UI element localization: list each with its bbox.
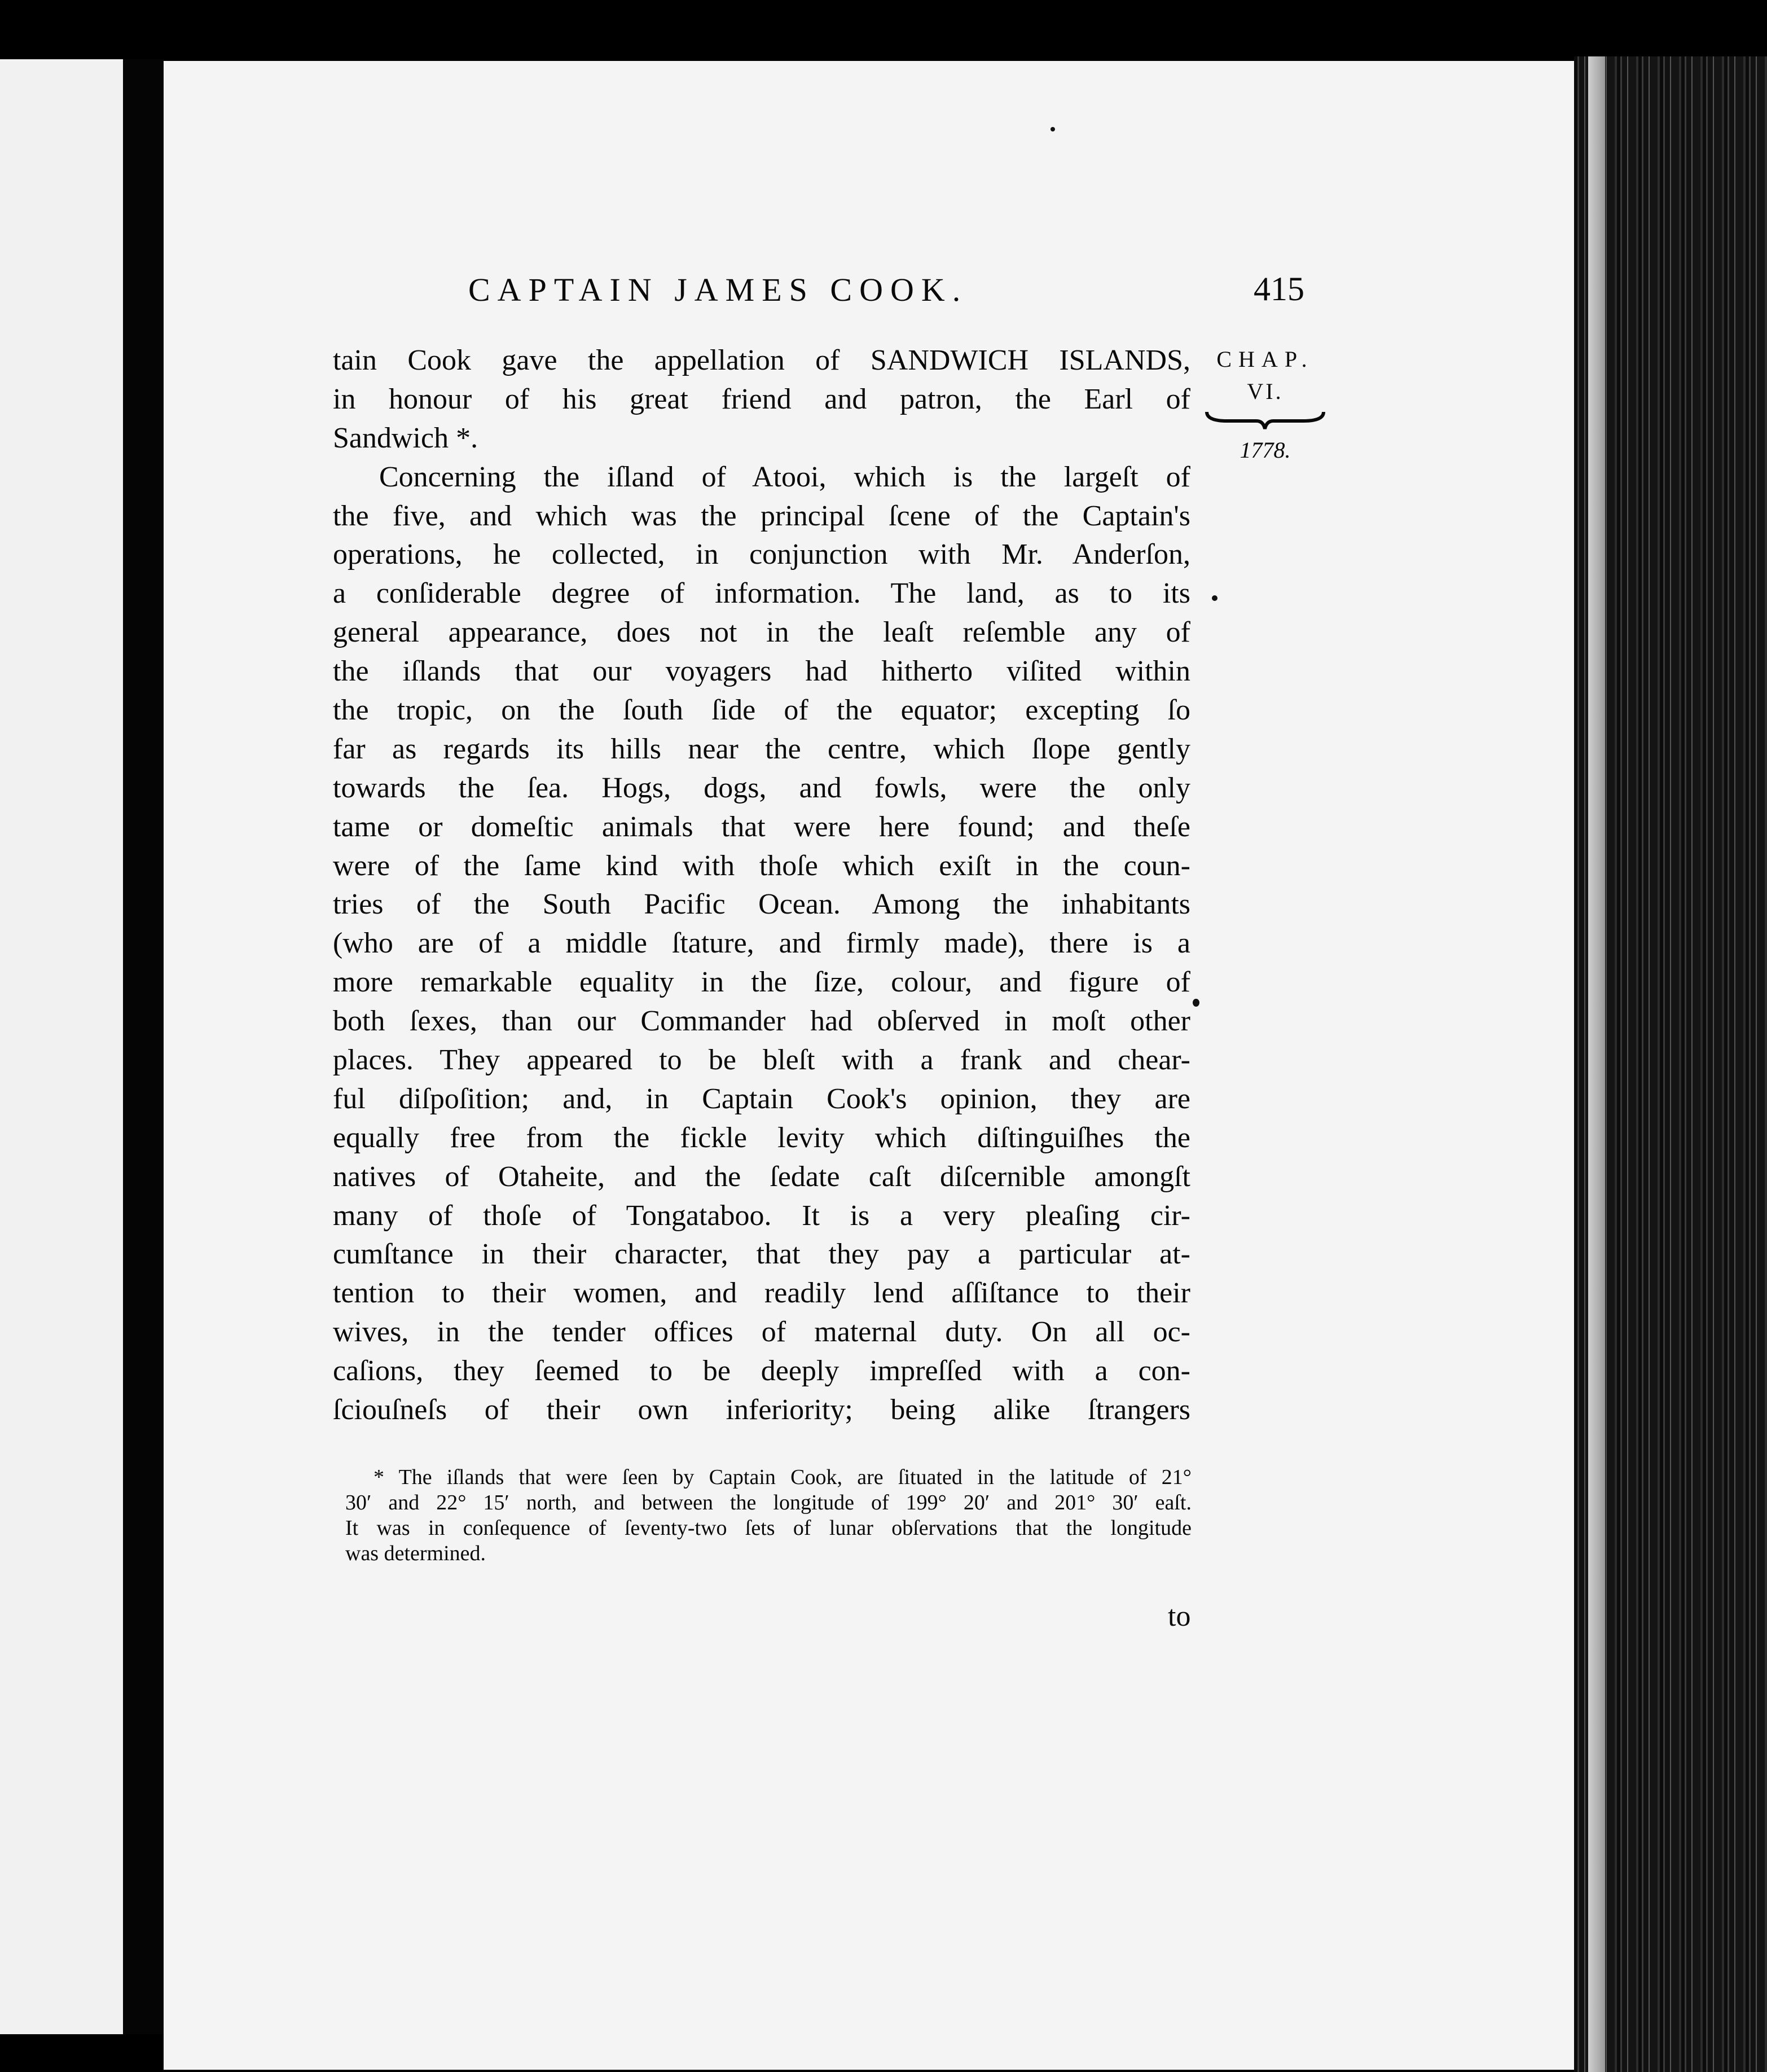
footnote-line: It was in conſequence of ſeventy-two ſets of lunar obſervations that the longitude xyxy=(345,1516,1192,1540)
running-title: CAPTAIN JAMES COOK. xyxy=(468,271,968,308)
text-line: places. They appeared to be bleſt with a frank and chear- xyxy=(333,1044,1190,1077)
text-line: the five, and which was the principal ſcene of the Captain's xyxy=(333,499,1190,532)
chapter-year: 1778. xyxy=(1239,437,1291,463)
book-gutter xyxy=(123,59,164,2034)
text-line: tries of the South Pacific Ocean. Among the inhabitants xyxy=(333,888,1190,921)
text-line: were of the ſame kind with thoſe which exiſt in the coun- xyxy=(333,849,1190,882)
footnote-line: 30′ and 22° 15′ north, and between the longitude of 199° 20′ and 201° 30′ eaſt. xyxy=(345,1491,1192,1515)
text-line: tention to their women, and readily lend aſſiſtance to their xyxy=(333,1277,1190,1310)
text-line: towards the ſea. Hogs, dogs, and fowls, were the only xyxy=(333,771,1190,804)
text-line: tain Cook gave the appellation of SANDWICH ISLANDS, xyxy=(333,344,1190,376)
text-line: more remarkable equality in the ſize, colour, and figure of xyxy=(333,966,1190,999)
text-line: equally free from the fickle levity which diſtinguiſhes the xyxy=(333,1121,1190,1154)
chapter-label: CHAP. xyxy=(1216,346,1314,372)
text-line: many of thoſe of Tongataboo. It is a very pleaſing cir- xyxy=(333,1199,1190,1232)
catchword: to xyxy=(1168,1600,1191,1632)
curly-brace-icon xyxy=(1205,409,1326,431)
text-line: ful diſpoſition; and, in Captain Cook's opinion, they are xyxy=(333,1082,1190,1115)
text-line: the iſlands that our voyagers had hitherto viſited within xyxy=(333,655,1190,688)
margin-note xyxy=(1205,343,1326,465)
ink-speck xyxy=(1050,127,1055,131)
chapter-number: VI. xyxy=(1247,379,1284,404)
text-line: tame or domeſtic animals that were here found; and theſe xyxy=(333,810,1190,843)
body-text xyxy=(333,341,1190,1430)
footnote xyxy=(345,1465,1192,1566)
text-line: far as regards its hills near the centre, which ſlope gently xyxy=(333,732,1190,765)
text-line: general appearance, does not in the leaſt reſemble any of xyxy=(333,616,1190,649)
footnote-line: was determined. xyxy=(345,1542,486,1565)
footnote-line: * The iſlands that were ſeen by Captain Cook, are ſituated in the latitude of 21° xyxy=(373,1465,1192,1489)
text-line: (who are of a middle ſtature, and firmly made), there is a xyxy=(333,927,1190,960)
page-number: 415 xyxy=(1254,270,1304,308)
text-line: Sandwich *. xyxy=(333,422,478,454)
text-line: caſions, they ſeemed to be deeply impreſſed with a con- xyxy=(333,1355,1190,1388)
text-line: natives of Otaheite, and the ſedate caſt diſcernible amongſt xyxy=(333,1160,1190,1193)
text-line: the tropic, on the ſouth ſide of the equator; excepting ſo xyxy=(333,694,1190,727)
text-line: in honour of his great friend and patron, the Earl of xyxy=(333,383,1190,415)
ink-speck xyxy=(1212,595,1217,601)
text-line: cumſtance in their character, that they pay a particular at- xyxy=(333,1238,1190,1271)
text-line: operations, he collected, in conjunction with Mr. Anderſon, xyxy=(333,538,1190,571)
ink-speck xyxy=(1193,999,1199,1007)
text-line: wives, in the tender offices of maternal duty. On all oc- xyxy=(333,1316,1190,1349)
text-line: ſciouſneſs of their own inferiority; being alike ſtrangers xyxy=(333,1394,1190,1426)
text-line: Concerning the iſland of Atooi, which is the largeſt of xyxy=(379,460,1190,493)
previous-page-edge xyxy=(0,59,123,2034)
text-line: a conſiderable degree of information. The land, as to its xyxy=(333,577,1190,610)
text-line: both ſexes, than our Commander had obſerved in moſt other xyxy=(333,1005,1190,1038)
page-edge-highlight xyxy=(1588,56,1605,2072)
